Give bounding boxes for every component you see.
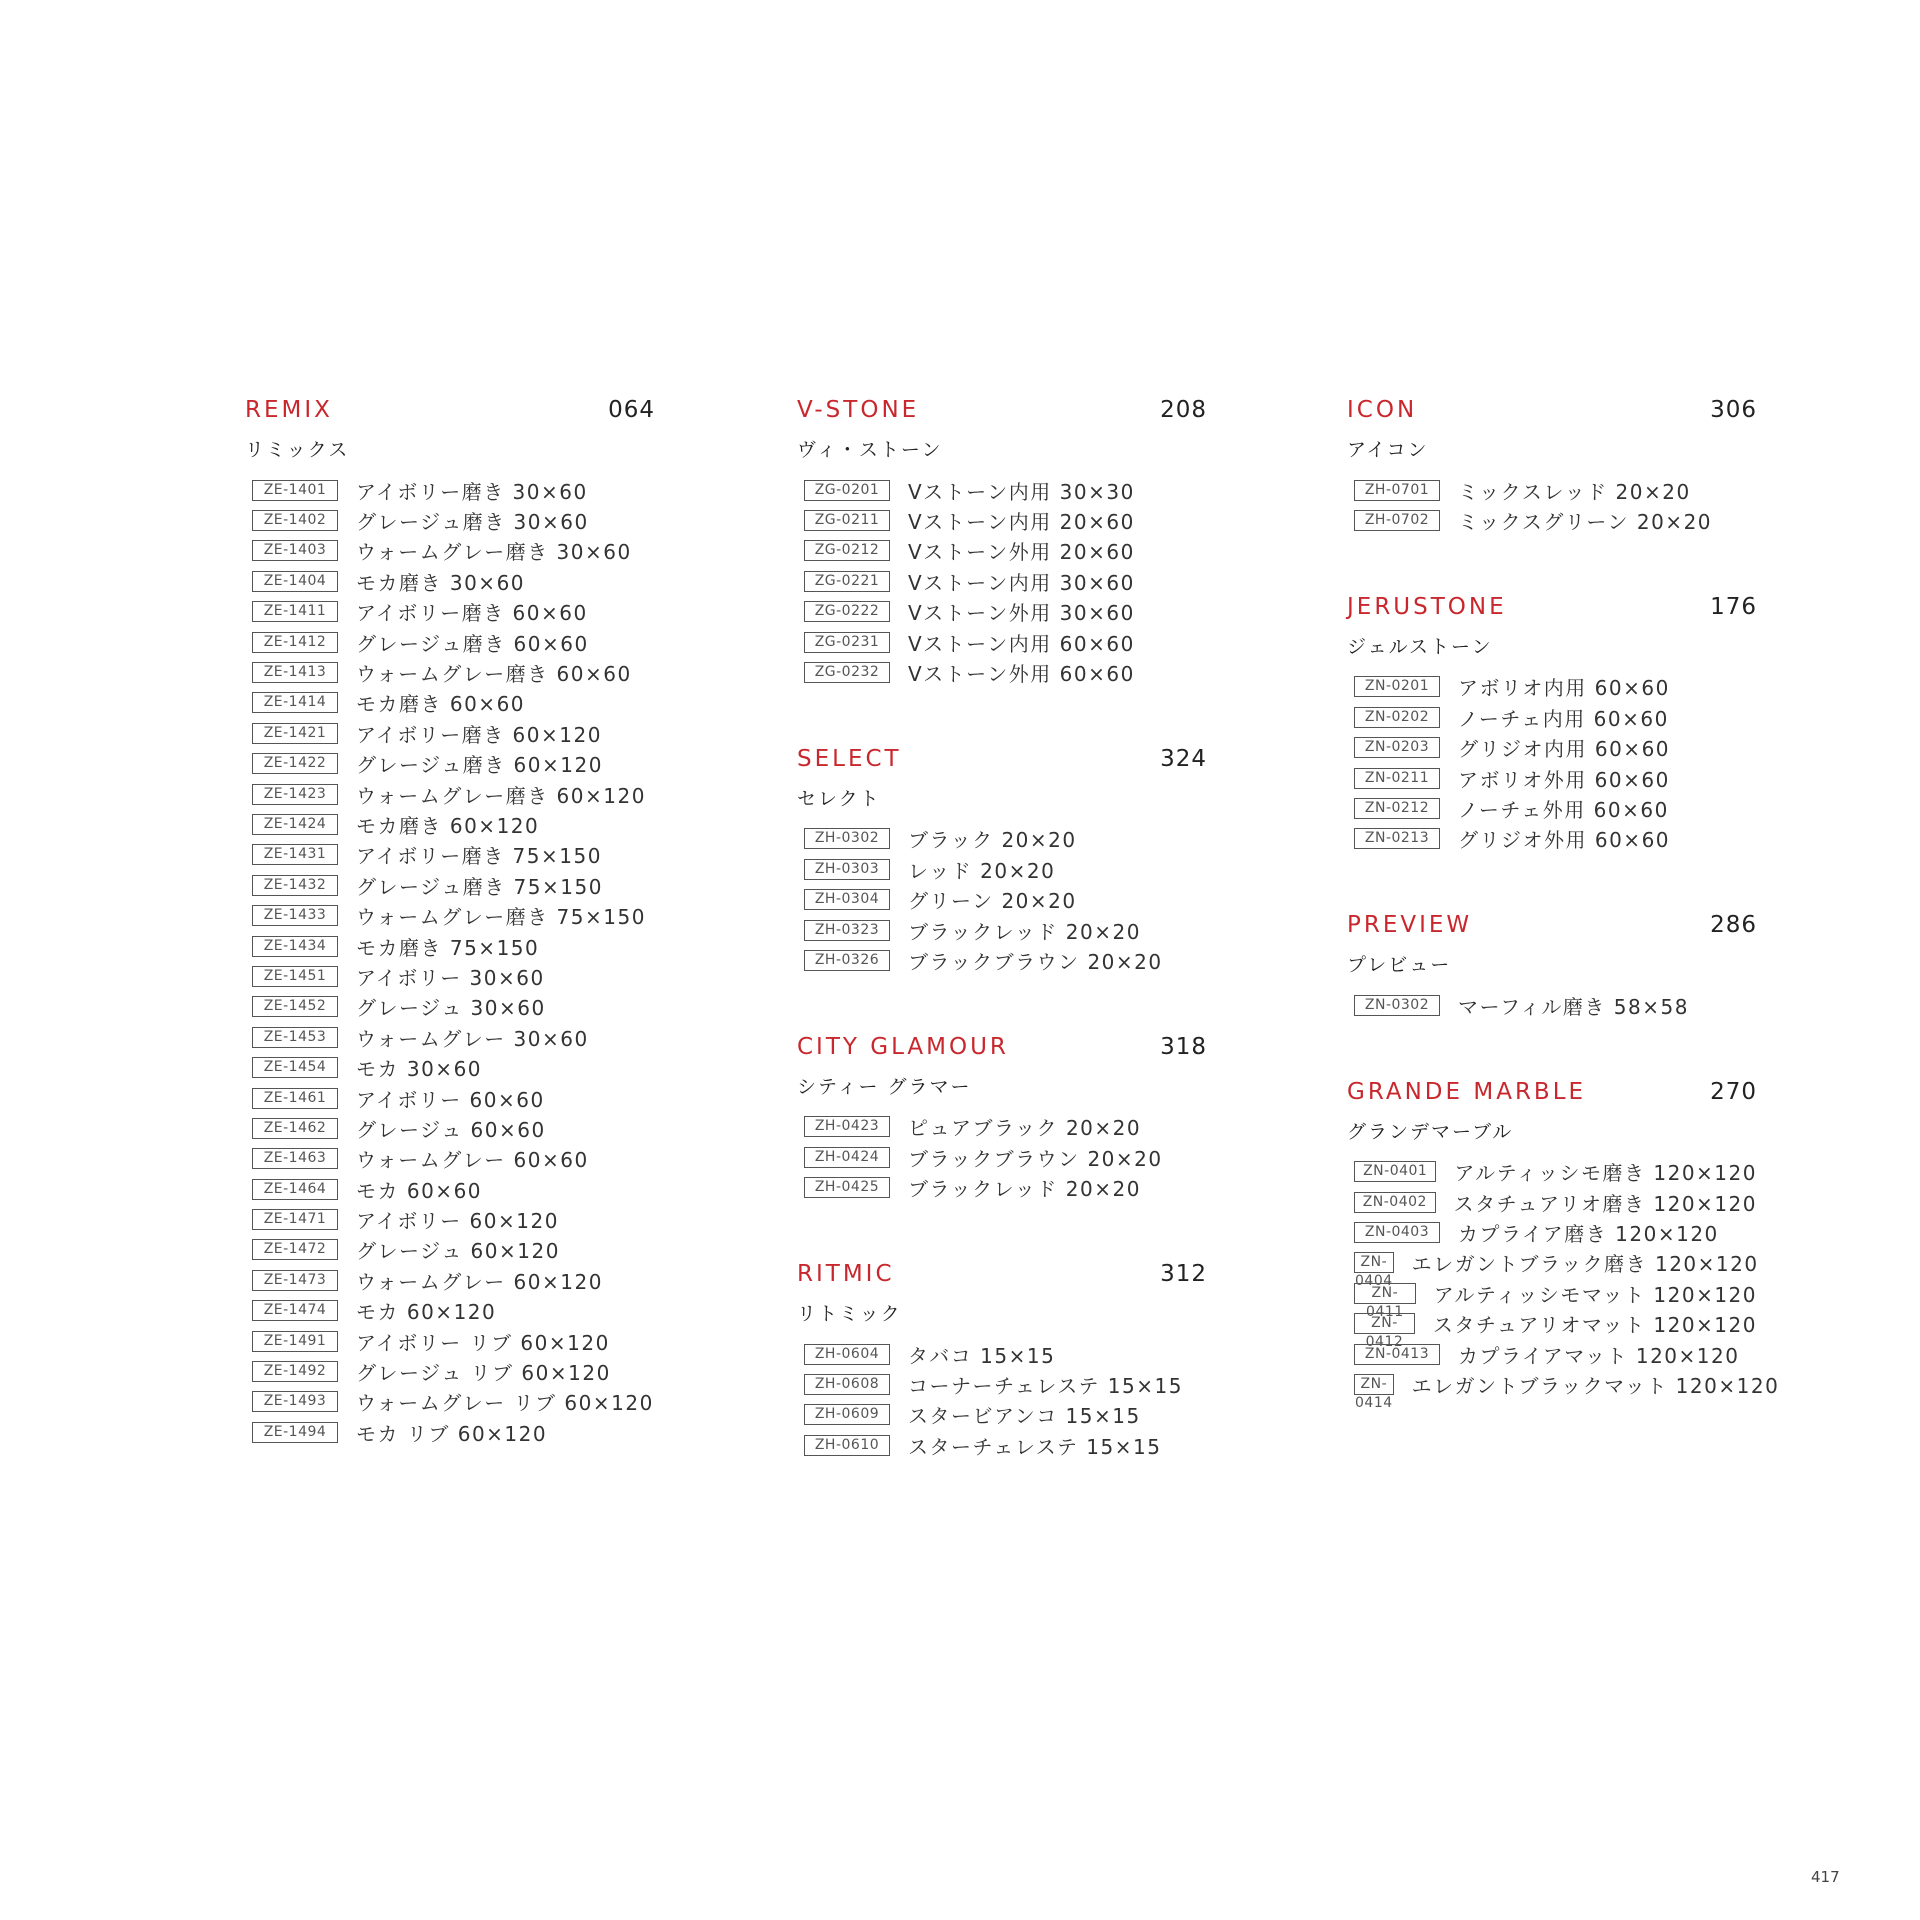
product-row bbox=[245, 1052, 655, 1082]
product-code: ZG-0222 bbox=[804, 601, 890, 622]
product-code: ZE-1471 bbox=[252, 1209, 338, 1230]
series-subtitle: リトミック bbox=[797, 1302, 902, 1325]
series-page-ref: 318 bbox=[1160, 1033, 1207, 1060]
product-code: ZN-0401 bbox=[1354, 1161, 1436, 1182]
series-subtitle: ヴィ・ストーン bbox=[797, 439, 943, 461]
product-name: ブラックブラウン 20×20 bbox=[908, 949, 1163, 974]
product-name: ウォームグレー磨き 60×120 bbox=[356, 783, 646, 808]
series-title: CITY GLAMOUR bbox=[797, 1033, 1009, 1060]
product-name: エレガントブラックマット 120×120 bbox=[1411, 1373, 1780, 1398]
product-row bbox=[797, 945, 1207, 975]
series-subtitle: アイコン bbox=[1347, 439, 1429, 461]
series-section bbox=[797, 397, 1207, 688]
product-code: ZE-1414 bbox=[252, 692, 338, 713]
product-name: ウォームグレー リブ 60×120 bbox=[356, 1391, 654, 1416]
product-row bbox=[797, 1369, 1207, 1399]
product-name: ウォームグレー 60×60 bbox=[356, 1148, 589, 1173]
product-row bbox=[245, 931, 655, 961]
product-name: グレージュ磨き 75×150 bbox=[356, 874, 603, 899]
product-row bbox=[245, 961, 655, 991]
product-code: ZG-0212 bbox=[804, 540, 890, 561]
product-name: グリーン 20×20 bbox=[908, 889, 1077, 914]
series-title: RITMIC bbox=[797, 1260, 895, 1287]
product-row bbox=[245, 900, 655, 930]
product-code: ZE-1461 bbox=[252, 1088, 338, 1109]
product-name: アイボリー磨き 60×60 bbox=[356, 601, 588, 626]
product-name: ノーチェ内用 60×60 bbox=[1458, 706, 1669, 731]
series-page-ref: 312 bbox=[1160, 1260, 1207, 1287]
product-row bbox=[245, 1083, 655, 1113]
product-code: ZN-0203 bbox=[1354, 737, 1440, 758]
product-code: ZE-1401 bbox=[252, 480, 338, 501]
product-code: ZG-0232 bbox=[804, 662, 890, 683]
column-right bbox=[1347, 397, 1780, 1458]
product-code: ZN-0202 bbox=[1354, 707, 1440, 728]
product-code: ZE-1421 bbox=[252, 723, 338, 744]
product-name: アボリオ外用 60×60 bbox=[1458, 767, 1670, 792]
product-code: ZE-1433 bbox=[252, 905, 338, 926]
product-name: Vストーン内用 30×60 bbox=[908, 570, 1135, 595]
product-row bbox=[1347, 824, 1757, 854]
product-name: グレージュ磨き 60×120 bbox=[356, 753, 603, 778]
product-code: ZH-0610 bbox=[804, 1435, 890, 1456]
product-code: ZE-1463 bbox=[252, 1148, 338, 1169]
product-code: ZN-0211 bbox=[1354, 768, 1440, 789]
product-name: ノーチェ外用 60×60 bbox=[1458, 798, 1669, 823]
product-code: ZE-1411 bbox=[252, 601, 338, 622]
product-name: タバコ 15×15 bbox=[908, 1343, 1056, 1368]
product-code: ZH-0423 bbox=[804, 1116, 890, 1137]
series-header bbox=[797, 1034, 1207, 1068]
product-name: Vストーン内用 20×60 bbox=[908, 510, 1135, 535]
product-code: ZE-1423 bbox=[252, 784, 338, 805]
product-row bbox=[1347, 1308, 1757, 1351]
product-code: ZN-0411 bbox=[1354, 1283, 1416, 1304]
series-header bbox=[1347, 912, 1757, 946]
product-code: ZE-1434 bbox=[252, 936, 338, 957]
product-name: カプライアマット 120×120 bbox=[1458, 1343, 1740, 1368]
product-row bbox=[245, 809, 655, 839]
product-code: ZH-0303 bbox=[804, 859, 890, 880]
product-row bbox=[797, 566, 1207, 596]
series-header bbox=[797, 1261, 1207, 1295]
product-code: ZN-0412 bbox=[1354, 1313, 1415, 1334]
product-name: アイボリー 60×120 bbox=[356, 1209, 559, 1234]
page-number: 417 bbox=[1811, 1868, 1840, 1886]
product-name: ブラックレッド 20×20 bbox=[908, 1177, 1141, 1202]
product-row bbox=[1347, 702, 1757, 732]
product-code: ZH-0323 bbox=[804, 920, 890, 941]
series-page-ref: 270 bbox=[1710, 1078, 1757, 1105]
series-header bbox=[797, 397, 1207, 431]
series-title: V-STONE bbox=[797, 397, 920, 423]
product-row bbox=[1347, 1217, 1757, 1247]
series-title: JERUSTONE bbox=[1347, 593, 1507, 620]
series-page-ref: 208 bbox=[1160, 397, 1207, 423]
product-row bbox=[797, 1400, 1207, 1430]
product-row bbox=[245, 870, 655, 900]
product-row bbox=[245, 840, 655, 870]
product-row bbox=[797, 627, 1207, 657]
product-code: ZH-0701 bbox=[1354, 480, 1440, 501]
series-page-ref: 064 bbox=[608, 397, 655, 423]
series-page-ref: 324 bbox=[1160, 745, 1207, 772]
series-subtitle: リミックス bbox=[245, 439, 350, 461]
product-code: ZE-1403 bbox=[252, 540, 338, 561]
product-row bbox=[245, 1296, 655, 1326]
series-section bbox=[1347, 912, 1757, 1020]
series-section bbox=[797, 1261, 1207, 1461]
product-row bbox=[797, 475, 1207, 505]
product-name: レッド 20×20 bbox=[908, 858, 1056, 883]
product-row bbox=[1347, 763, 1757, 793]
product-name: グレージュ磨き 30×60 bbox=[356, 510, 589, 535]
product-code: ZE-1413 bbox=[252, 662, 338, 683]
product-name: スタチュアリオマット 120×120 bbox=[1432, 1313, 1757, 1338]
product-name: ミックスレッド 20×20 bbox=[1458, 479, 1691, 504]
product-row bbox=[797, 854, 1207, 884]
product-code: ZE-1431 bbox=[252, 844, 338, 865]
product-row bbox=[245, 688, 655, 718]
product-row bbox=[245, 1022, 655, 1052]
column-middle bbox=[797, 397, 1207, 1518]
product-code: ZE-1424 bbox=[252, 814, 338, 835]
product-code: ZE-1494 bbox=[252, 1422, 338, 1443]
series-section bbox=[1347, 1078, 1780, 1411]
product-code: ZE-1472 bbox=[252, 1239, 338, 1260]
product-code: ZE-1402 bbox=[252, 510, 338, 531]
series-section bbox=[245, 397, 655, 1448]
product-code: ZE-1404 bbox=[252, 571, 338, 592]
series-subtitle: グランデマーブル bbox=[1347, 1120, 1514, 1143]
series-page-ref: 176 bbox=[1710, 593, 1757, 620]
product-name: エレガントブラック磨き 120×120 bbox=[1411, 1252, 1759, 1277]
product-row bbox=[245, 1204, 655, 1234]
product-name: ウォームグレー磨き 75×150 bbox=[356, 905, 646, 930]
product-name: アイボリー リブ 60×120 bbox=[356, 1330, 610, 1355]
product-row bbox=[797, 1142, 1207, 1172]
product-row bbox=[1347, 1278, 1757, 1320]
product-code: ZH-0609 bbox=[804, 1404, 890, 1425]
product-name: ピュアブラック 20×20 bbox=[908, 1116, 1142, 1141]
product-name: グレージュ磨き 60×60 bbox=[356, 631, 589, 656]
product-code: ZH-0302 bbox=[804, 828, 890, 849]
product-code: ZH-0425 bbox=[804, 1177, 890, 1198]
product-code: ZH-0604 bbox=[804, 1344, 890, 1365]
product-row bbox=[245, 597, 655, 627]
product-code: ZE-1452 bbox=[252, 996, 338, 1017]
product-name: ウォームグレー 30×60 bbox=[356, 1026, 589, 1051]
series-title: PREVIEW bbox=[1347, 912, 1473, 939]
product-name: アイボリー磨き 30×60 bbox=[356, 479, 588, 504]
product-name: ウォームグレー磨き 30×60 bbox=[356, 540, 632, 565]
product-row bbox=[1347, 1187, 1757, 1217]
product-row bbox=[797, 1339, 1207, 1369]
product-row bbox=[245, 1174, 655, 1204]
product-name: Vストーン外用 20×60 bbox=[908, 540, 1135, 565]
product-row bbox=[245, 718, 655, 748]
series-header bbox=[797, 746, 1207, 780]
product-code: ZE-1493 bbox=[252, 1391, 338, 1412]
series-title: SELECT bbox=[797, 745, 902, 772]
product-code: ZE-1492 bbox=[252, 1361, 338, 1382]
product-name: モカ 30×60 bbox=[356, 1057, 483, 1082]
product-name: グリジオ外用 60×60 bbox=[1458, 828, 1671, 853]
product-row bbox=[245, 1326, 655, 1356]
product-row bbox=[1347, 1157, 1757, 1187]
product-name: グレージュ 60×60 bbox=[356, 1117, 546, 1142]
product-name: スタービアンコ 15×15 bbox=[908, 1404, 1141, 1429]
product-row bbox=[245, 1265, 655, 1295]
series-title: REMIX bbox=[245, 397, 333, 423]
product-row bbox=[1347, 505, 1757, 535]
series-subtitle: セレクト bbox=[797, 787, 881, 810]
product-row bbox=[797, 657, 1207, 687]
product-code: ZG-0231 bbox=[804, 632, 890, 653]
product-row bbox=[1347, 475, 1757, 505]
product-name: アイボリー磨き 75×150 bbox=[356, 844, 602, 869]
product-code: ZN-0402 bbox=[1354, 1192, 1436, 1213]
product-name: アイボリー 30×60 bbox=[356, 965, 545, 990]
series-section bbox=[1347, 397, 1757, 536]
product-code: ZH-0326 bbox=[804, 950, 890, 971]
product-name: モカ磨き 75×150 bbox=[356, 935, 540, 960]
product-row bbox=[1347, 1369, 1780, 1411]
product-code: ZH-0608 bbox=[804, 1374, 890, 1395]
product-row bbox=[797, 824, 1207, 854]
product-row bbox=[245, 779, 655, 809]
product-name: モカ リブ 60×120 bbox=[356, 1421, 548, 1446]
product-name: スターチェレステ 15×15 bbox=[908, 1434, 1162, 1459]
product-row bbox=[797, 597, 1207, 627]
product-row bbox=[245, 566, 655, 596]
product-name: ブラック 20×20 bbox=[908, 828, 1077, 853]
product-row bbox=[245, 1144, 655, 1174]
series-page-ref: 306 bbox=[1710, 397, 1757, 423]
product-code: ZN-0212 bbox=[1354, 798, 1440, 819]
product-row bbox=[1347, 733, 1757, 763]
product-name: アルティッシモ磨き 120×120 bbox=[1454, 1161, 1757, 1186]
product-name: モカ磨き 60×120 bbox=[356, 813, 540, 838]
product-name: カプライア磨き 120×120 bbox=[1458, 1221, 1719, 1246]
product-name: Vストーン内用 60×60 bbox=[908, 631, 1135, 656]
product-name: Vストーン外用 30×60 bbox=[908, 601, 1135, 626]
product-code: ZE-1422 bbox=[252, 753, 338, 774]
series-section bbox=[1347, 594, 1757, 854]
product-name: アボリオ内用 60×60 bbox=[1458, 676, 1670, 701]
series-page-ref: 286 bbox=[1710, 912, 1757, 939]
product-row bbox=[245, 627, 655, 657]
product-row bbox=[1347, 672, 1757, 702]
series-header bbox=[1347, 594, 1757, 628]
product-row bbox=[245, 992, 655, 1022]
product-name: スタチュアリオ磨き 120×120 bbox=[1453, 1191, 1757, 1216]
product-row bbox=[245, 1387, 655, 1417]
product-row bbox=[245, 536, 655, 566]
product-name: ミックスグリーン 20×20 bbox=[1458, 510, 1713, 535]
product-row bbox=[245, 505, 655, 535]
series-header bbox=[245, 397, 655, 431]
product-name: アルティッシモマット 120×120 bbox=[1433, 1282, 1757, 1307]
product-name: Vストーン外用 60×60 bbox=[908, 662, 1135, 687]
series-subtitle: シティー グラマー bbox=[797, 1075, 972, 1098]
product-code: ZE-1451 bbox=[252, 966, 338, 987]
product-row bbox=[797, 536, 1207, 566]
product-row bbox=[1347, 990, 1757, 1020]
series-section bbox=[797, 746, 1207, 976]
column-left bbox=[245, 397, 655, 1506]
series-title: ICON bbox=[1347, 397, 1418, 423]
product-code: ZE-1491 bbox=[252, 1331, 338, 1352]
series-subtitle: ジェルストーン bbox=[1347, 635, 1493, 658]
product-row bbox=[1347, 1248, 1759, 1290]
product-name: ウォームグレー 60×120 bbox=[356, 1269, 603, 1294]
product-name: Vストーン内用 30×30 bbox=[908, 479, 1135, 504]
product-row bbox=[245, 475, 655, 505]
product-code: ZN-0302 bbox=[1354, 995, 1440, 1016]
product-code: ZH-0702 bbox=[1354, 510, 1440, 531]
product-name: モカ磨き 30×60 bbox=[356, 570, 526, 595]
product-row bbox=[1347, 793, 1757, 823]
series-subtitle: プレビュー bbox=[1347, 954, 1452, 977]
product-code: ZN-0414 bbox=[1355, 1375, 1393, 1411]
product-row bbox=[797, 1172, 1207, 1202]
product-code: ZE-1462 bbox=[252, 1118, 338, 1139]
product-name: アイボリー磨き 60×120 bbox=[356, 722, 602, 747]
series-title: GRANDE MARBLE bbox=[1347, 1078, 1587, 1105]
product-code: ZH-0424 bbox=[804, 1147, 890, 1168]
product-code: ZE-1412 bbox=[252, 632, 338, 653]
product-code: ZH-0304 bbox=[804, 889, 890, 910]
product-code: ZN-0201 bbox=[1354, 676, 1440, 697]
product-code: ZE-1474 bbox=[252, 1300, 338, 1321]
product-code: ZE-1473 bbox=[252, 1270, 338, 1291]
product-code: ZG-0211 bbox=[804, 510, 890, 531]
product-name: アイボリー 60×60 bbox=[356, 1087, 545, 1112]
product-name: モカ 60×120 bbox=[356, 1300, 497, 1325]
product-row bbox=[797, 1430, 1207, 1460]
product-code: ZN-0403 bbox=[1354, 1222, 1440, 1243]
product-code: ZN-0413 bbox=[1354, 1344, 1440, 1365]
product-name: グレージュ 60×120 bbox=[356, 1239, 560, 1264]
product-code: ZG-0201 bbox=[804, 480, 890, 501]
product-row bbox=[245, 749, 655, 779]
product-code: ZE-1464 bbox=[252, 1179, 338, 1200]
product-code: ZG-0221 bbox=[804, 571, 890, 592]
series-section bbox=[797, 1034, 1207, 1203]
product-code: ZE-1432 bbox=[252, 875, 338, 896]
product-row bbox=[797, 885, 1207, 915]
product-row bbox=[245, 1356, 655, 1386]
product-name: モカ 60×60 bbox=[356, 1178, 483, 1203]
product-row bbox=[797, 505, 1207, 535]
product-row bbox=[797, 915, 1207, 945]
product-code: ZN-0404 bbox=[1355, 1254, 1393, 1290]
product-name: ブラックブラウン 20×20 bbox=[908, 1146, 1163, 1171]
product-name: グリジオ内用 60×60 bbox=[1458, 737, 1671, 762]
product-name: モカ磨き 60×60 bbox=[356, 692, 526, 717]
product-name: ウォームグレー磨き 60×60 bbox=[356, 662, 632, 687]
product-name: マーフィル磨き 58×58 bbox=[1458, 994, 1689, 1019]
product-row bbox=[245, 1235, 655, 1265]
product-code: ZE-1454 bbox=[252, 1057, 338, 1078]
product-row bbox=[245, 1417, 655, 1447]
series-header bbox=[1347, 1079, 1757, 1113]
product-code: ZN-0213 bbox=[1354, 828, 1440, 849]
series-header bbox=[1347, 397, 1757, 431]
product-code: ZE-1453 bbox=[252, 1027, 338, 1048]
product-row bbox=[797, 1112, 1207, 1142]
product-name: ブラックレッド 20×20 bbox=[908, 919, 1141, 944]
product-row bbox=[1347, 1339, 1757, 1369]
product-name: グレージュ リブ 60×120 bbox=[356, 1361, 611, 1386]
product-row bbox=[245, 1113, 655, 1143]
product-name: コーナーチェレステ 15×15 bbox=[908, 1373, 1183, 1398]
product-row bbox=[245, 657, 655, 687]
product-name: グレージュ 30×60 bbox=[356, 996, 546, 1021]
